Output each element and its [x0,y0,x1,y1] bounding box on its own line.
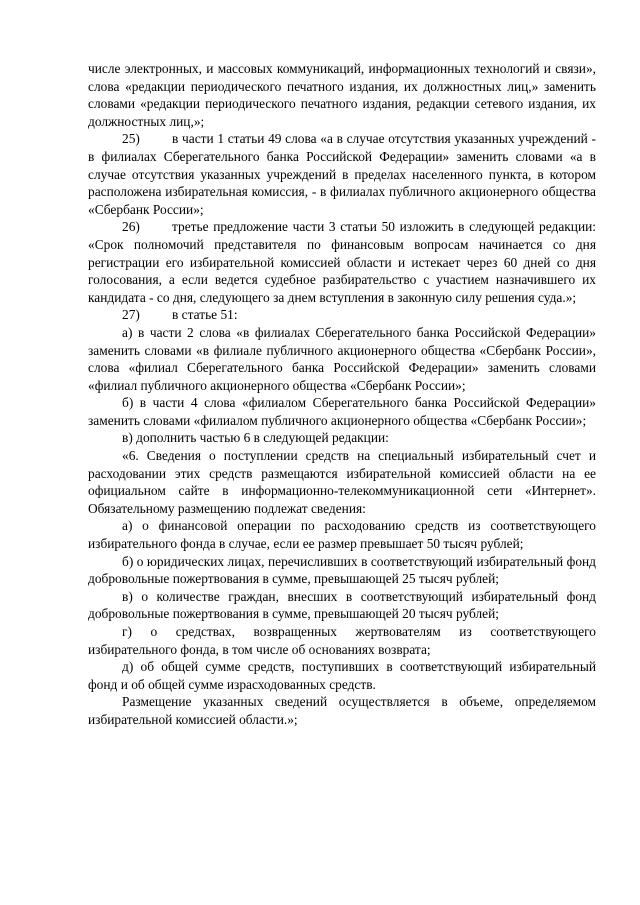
item-27-subitem-a: а) в части 2 слова «в филиалах Сберегательного банка Российской Федерации» заменить словами «в филиале публичного акционерного общества «Сбербанк России», слова «филиал Сберегательного банка Российской Федерации» заменить словами «филиал публичного акционерного общества «Сбербанк России»; [88,324,596,393]
part-6-subitem-b: б) о юридических лицах, перечисливших в соответствующий избирательный фонд добровольные пожертвования в сумме, превышающей 25 тысяч рублей; [88,553,596,587]
document-page [88,60,596,729]
item-27-number: 27) [122,307,140,323]
item-26 [88,218,596,306]
item-27 [88,306,596,324]
item-27-subitem-b: б) в части 4 слова «филиалом Сберегательного банка Российской Федерации» заменить словами «филиалом публичного акционерного общества «Сбербанк России»; [88,395,596,428]
item-27-subitem-v: в) дополнить частью 6 в следующей редакции: [122,430,389,446]
item-25 [88,130,596,218]
part-6-intro: «6. Сведения о поступлении средств на специальный избирательный счет и расходовании этих средств размещаются избирательной комиссией области на ее официальном сайте в информационно-телекоммуникационной сети «Интернет». Обязательному размещению подлежат сведения: [88,448,596,516]
item-27-text: в статье 51: [172,307,238,323]
item-25-text: в части 1 статьи 49 слова «а в случае отсутствия указанных учреждений - в филиалах Сберегательного банка Российской Федерации» заменить словами «а в случае отсутствия указанных учреждений в пределах населенного пункта, в котором расположена избирательная комиссия, - в филиалах публичного акционерного общества «Сбербанк России»; [88,131,596,217]
part-6-subitem-d: д) об общей сумме средств, поступивших в соответствующий избирательный фонд и об общей сумме израсходованных средств. [88,659,596,692]
paragraph-continuation: числе электронных, и массовых коммуникаций, информационных технологий и связи», слова «редакции периодического печатного издания, их должностных лиц,» заменить словами «редакции периодического печатного издания, редакции сетевого издания, их должностных лиц,»; [88,61,596,129]
part-6-subitem-g: г) о средствах, возвращенных жертвователям из соответствующего избирательного фонда, в том числе об основаниях возврата; [88,624,596,657]
item-26-text: третье предложение части 3 статьи 50 изложить в следующей редакции: «Срок полномочий представителя по финансовым вопросам начинается со дня регистрации его избирательной комиссией области и истекает через 60 дней со дня голосования, а если ведется судебное разбирательство с участием назначившего их кандидата - со дня, следующего за днем вступления в законную силу решения суда.»; [88,219,596,305]
item-26-number: 26) [122,219,140,235]
part-6-final: Размещение указанных сведений осуществляется в объеме, определяемом избирательной комиссией области.»; [88,694,596,727]
part-6-subitem-v: в) о количестве граждан, внесших в соответствующий избирательный фонд добровольные пожертвования в сумме, превышающей 20 тысяч рублей; [88,588,596,622]
item-25-number: 25) [122,131,140,147]
part-6-subitem-a: а) о финансовой операции по расходованию средств из соответствующего избирательного фонда в случае, если ее размер превышает 50 тысяч рублей; [88,518,596,552]
